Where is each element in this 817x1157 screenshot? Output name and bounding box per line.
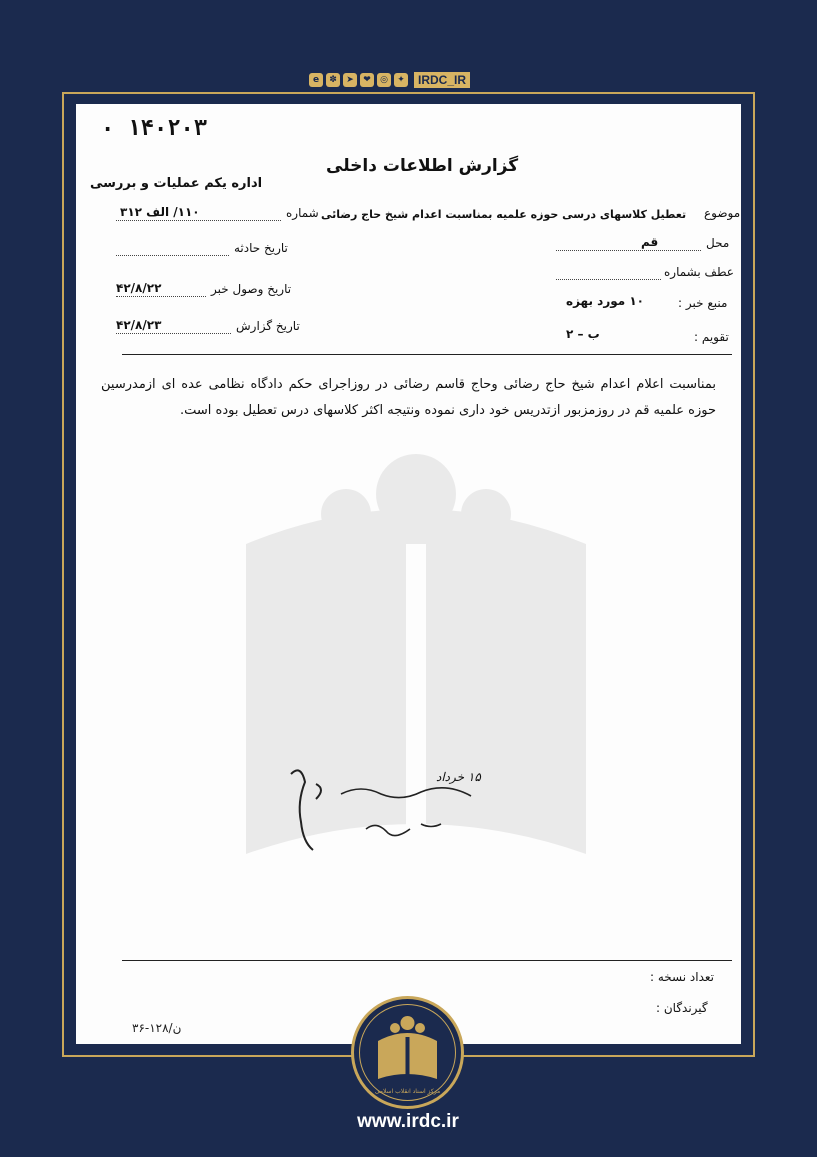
mahal-label: محل [706, 236, 730, 250]
instagram-icon[interactable]: ◎ [377, 73, 391, 87]
bale-icon[interactable]: ✽ [326, 73, 340, 87]
social-bar [309, 70, 501, 90]
document-number: ۰ ۱۴۰۲۰۳ [101, 116, 207, 141]
report-body: بمناسبت اعلام اعدام شیخ حاج رضائی وحاج قاسم رضائی در روزاجرای حکم دادگاه نظامی عده ای ازمدرسین حوزه علمیه قم در روزمزبور ازتدریس خود داری نموده ونتیجه اکثر کلاسهای درس تعطیل بوده است. [101, 377, 716, 418]
irdc-logo-icon [350, 995, 465, 1110]
shomare-label: شماره [286, 206, 319, 220]
tarikh-vosul-value: ۴۲/۸/۲۲ [116, 281, 162, 295]
shomare-value: ۱۱۰/ الف ۳۱۲ [120, 205, 200, 219]
manba-value: ۱۰ مورد بهزه [566, 294, 645, 308]
copies-label: تعداد نسخه : [650, 970, 715, 984]
document-title: گزارش اطلاعات داخلی [326, 156, 519, 176]
reference-code: ۳۶-۱۲۸/ن [132, 1021, 182, 1035]
department-name: اداره یکم عملیات و بررسی [90, 176, 263, 191]
soroush-icon[interactable]: ❤ [360, 73, 374, 87]
website-link[interactable]: www.irdc.ir [357, 1111, 459, 1132]
header-divider [122, 354, 732, 355]
mozu-label: موضوع [704, 206, 741, 220]
handwritten-date: ۱۵ خرداد [436, 770, 481, 784]
logo-caption: مرکز اسناد انقلاب اسلامی [374, 1088, 441, 1095]
telegram-icon[interactable]: ➤ [343, 73, 357, 87]
tarikh-gozaresh-label: تاریخ گزارش [236, 319, 300, 333]
document-paper [76, 104, 741, 1044]
tarikh-gozaresh-value: ۴۲/۸/۲۳ [116, 318, 162, 332]
footer-divider [122, 960, 732, 961]
tarikh-vosul-label: تاریخ وصول خبر [211, 282, 292, 296]
manba-label: منبع خبر : [678, 296, 728, 310]
mozu-value: تعطیل کلاسهای درسی حوزه علمیه بمناسبت اعدام شیخ حاج رضائی [321, 208, 687, 221]
tarikh-hadese-label: تاریخ حادثه [234, 241, 288, 255]
taghvim-label: تقویم : [694, 330, 729, 344]
recipients-label: گیرندگان : [656, 1001, 708, 1015]
mahal-value: قم [641, 235, 659, 249]
twitter-icon[interactable]: ✦ [394, 73, 408, 87]
eitaa-icon[interactable]: e [309, 73, 323, 87]
atf-label: عطف بشماره [664, 265, 734, 279]
social-handle[interactable]: IRDC_IR [414, 72, 470, 88]
taghvim-value: ب – ۲ [566, 327, 600, 341]
